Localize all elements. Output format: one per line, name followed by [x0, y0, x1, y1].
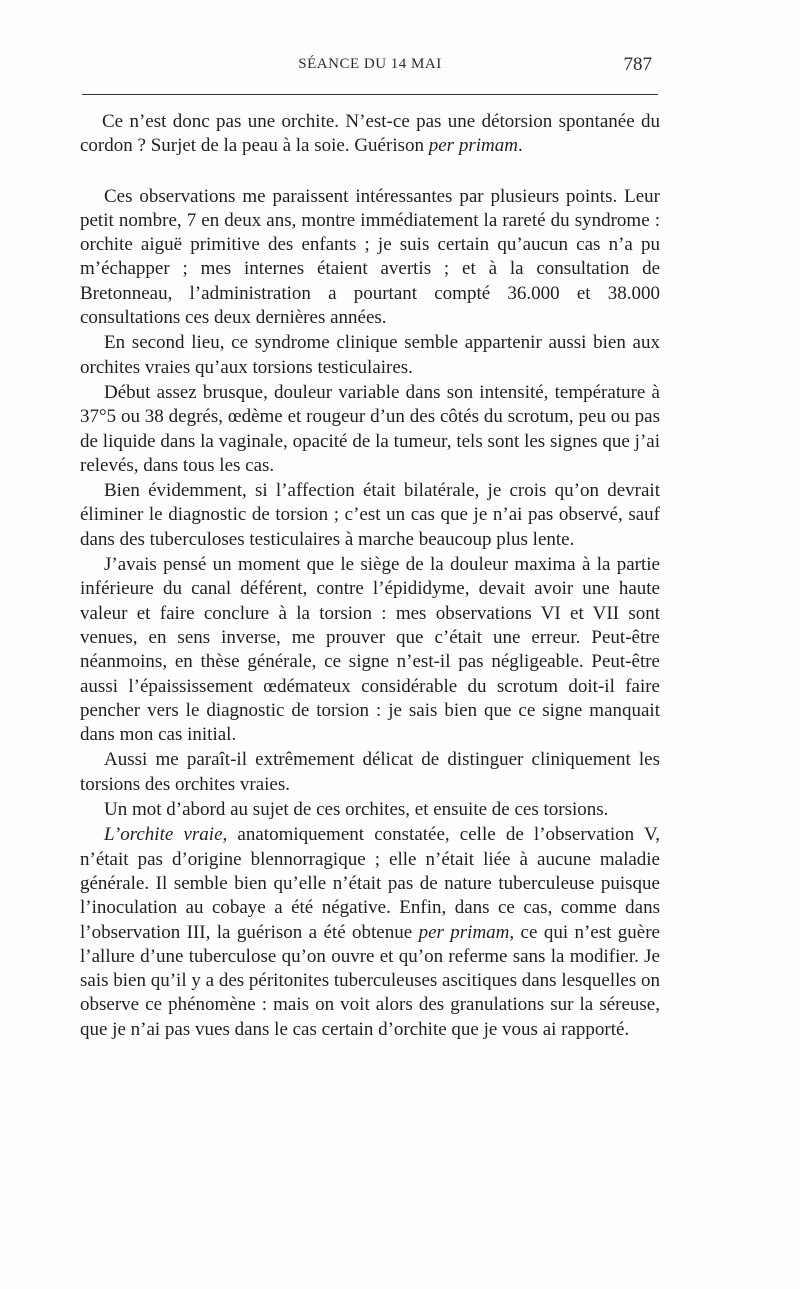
running-header: [80, 56, 660, 84]
paragraph-1: [80, 110, 660, 159]
page-number: 787: [623, 54, 652, 75]
paragraph-7: Aussi me paraît-il extrêmement délicat de distinguer cliniquement les torsions des orchites vraies.: [80, 749, 660, 795]
paragraph-5: Bien évidemment, si l’affection était bilatérale, je crois qu’on devrait éliminer le diagnostic de torsion ; c’est un cas que je n’ai pas observé, sauf dans des tuberculoses testiculaires à marche beaucoup plus lente.: [80, 480, 660, 550]
header-rule: [82, 94, 658, 95]
paragraph-text: Ce n’est donc pas une orchite. N’est-ce pas une détorsion spontanée du cordon ? Surjet de la peau à la soie. Guérison: [80, 111, 660, 157]
italic-phrase: per primam: [428, 135, 518, 157]
paragraph-text: , ce qui n’est guère l’allure d’une tuberculose qu’on ouvre et qu’on referme sans la modifier. Je sais bien qu’il y a des péritonites tuberculeuses ascitiques dans lesquelles on observe ce phénomène : mais on voit alors des granulations sur la séreuse, que je n’ai pas vues dans le cas certain d’orchite que je vous ai rapporté.: [80, 921, 660, 1040]
body-text: [80, 110, 660, 1042]
paragraph-2: Ces observations me paraissent intéressantes par plusieurs points. Leur petit nombre, 7 en deux ans, montre immédiatement la rareté du syndrome : orchite aiguë primitive des enfants ; je suis certain qu’aucun cas n’a pu m’échapper ; mes internes étaient avertis ; et à la consultation de Bretonneau, l’administration a pourtant compté 36.000 et 38.000 consultations ces deux dernières années.: [80, 185, 660, 329]
italic-phrase: per primam: [418, 921, 510, 943]
italic-phrase: L’orchite vraie: [104, 824, 223, 846]
paragraph-8: Un mot d’abord au sujet de ces orchites, et ensuite de ces torsions.: [104, 799, 609, 821]
paragraph-9: [80, 823, 660, 1042]
paragraph-6: J’avais pensé un moment que le siège de la douleur maxima à la partie inférieure du canal déférent, contre l’épididyme, devait avoir une haute valeur et faire conclure à la torsion : mes observations VI et VII sont venues, en sens inverse, me prouver que c’était une erreur. Peut-être néanmoins, en thèse générale, ce signe n’est-il pas négligeable. Peut-être aussi l’épaississement œdémateux considérable du scrotum doit-il faire pencher vers le diagnostic de torsion : je sais bien que ce signe manquait dans mon cas initial.: [80, 554, 660, 746]
paragraph-4: Début assez brusque, douleur variable dans son intensité, température à 37°5 ou 38 degrés, œdème et rougeur d’un des côtés du scrotum, peu ou pas de liquide dans la vaginale, opacité de la tumeur, tels sont les signes que j’ai relevés, dans tous les cas.: [80, 381, 660, 476]
running-head-title: SÉANCE DU 14 MAI: [298, 56, 442, 72]
paragraph-text: .: [517, 135, 523, 157]
paragraph-text: , anatomiquement constatée, celle de l’observation V, n’était pas d’origine blennorragique ; elle n’était liée à aucune maladie générale. Il semble bien qu’elle n’était pas de nature tuberculeuse puisque l’inoculation au cobaye a été négative. Enfin, dans ce cas, comme dans l’observation III, la guérison a été obtenue: [80, 824, 661, 943]
paragraph-3: En second lieu, ce syndrome clinique semble appartenir aussi bien aux orchites vraies qu’aux torsions testiculaires.: [80, 332, 660, 378]
